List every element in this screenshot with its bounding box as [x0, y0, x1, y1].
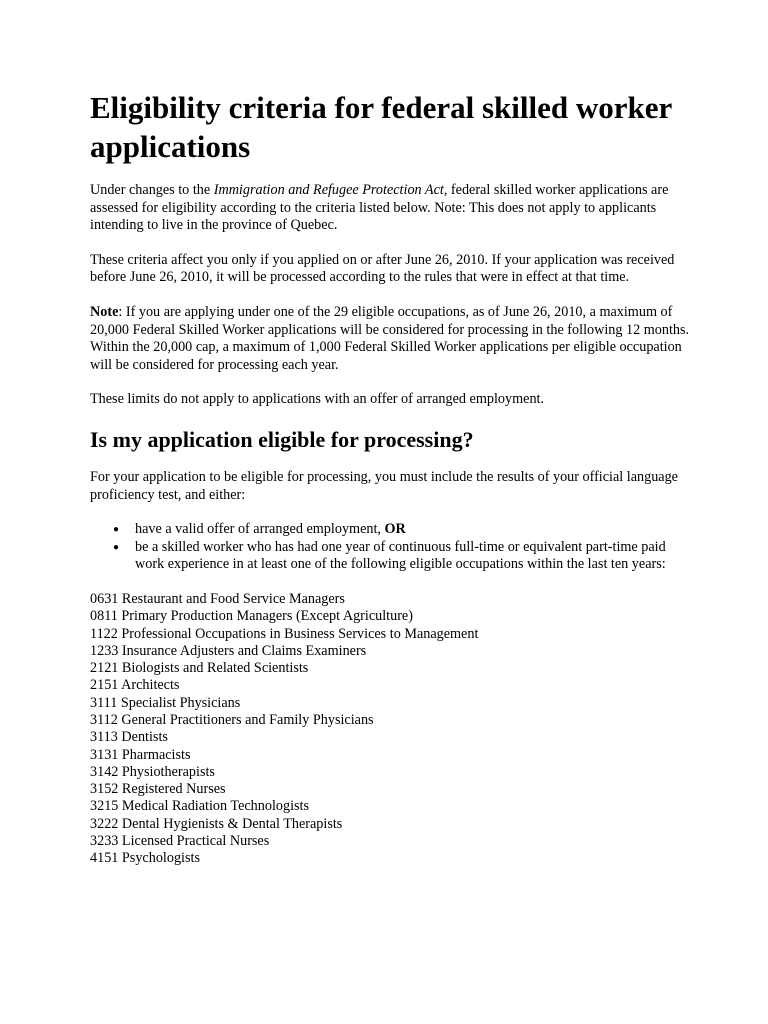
occupation-code: 0631: [90, 590, 119, 607]
occupation-row: [90, 764, 690, 781]
note-label: Note: [90, 303, 119, 320]
occupation-code: 3152: [90, 781, 119, 798]
occupation-row: [90, 798, 690, 815]
list-item-bold: OR: [384, 521, 406, 538]
note-text: : If you are applying under one of the 29 eligible occupations, as of June 26, 2010, a maximum of 20,000 Federal Skilled Worker applications will be considered for processing in the following 12 months. Within the 20,000 cap, a maximum of 1,000 Federal Skilled Worker applications per eligible occupation will be considered for processing each year.: [90, 303, 690, 373]
occupation-code: 3113: [90, 729, 118, 746]
occupation-name: Psychologists: [121, 850, 200, 867]
occupation-row: [90, 747, 690, 764]
occupation-code: 3111: [90, 694, 118, 711]
criteria-paragraph: These criteria affect you only if you applied on or after June 26, 2010. If your application was received before June 26, 2010, it will be processed according to the rules that were in effect at that time.: [90, 251, 675, 286]
occupation-name: Insurance Adjusters and Claims Examiners: [121, 642, 367, 659]
occupation-name: Primary Production Managers (Except Agriculture): [121, 608, 413, 625]
intro-text-after: , federal skilled worker applications are assessed for eligibility according to the criteria listed below. Note: This does not apply to applicants intending to live in the province of Quebec.: [90, 182, 669, 234]
occupation-code: 3233: [90, 833, 119, 850]
occupation-name: Registered Nurses: [121, 781, 226, 798]
occupation-name: Biologists and Related Scientists: [121, 660, 309, 677]
occupation-list: [90, 591, 690, 868]
occupation-row: [90, 833, 690, 850]
occupation-row: [90, 591, 690, 608]
act-name: Immigration and Refugee Protection Act: [213, 182, 444, 198]
occupation-code: 3112: [90, 711, 118, 728]
list-item: [113, 538, 690, 574]
occupation-code: 2151: [90, 677, 119, 694]
eligibility-intro: For your application to be eligible for processing, you must include the results of your official language proficiency test, and either:: [90, 468, 678, 503]
occupation-row: [90, 660, 690, 677]
occupation-name: Specialist Physicians: [120, 694, 241, 711]
list-item-text: be a skilled worker who has had one year of continuous full-time or equivalent part-time paid work experience in at least one of the following eligible occupations within the last ten years:: [135, 538, 666, 573]
occupation-code: 1233: [90, 642, 119, 659]
occupation-row: [90, 695, 690, 712]
occupation-code: 1122: [90, 625, 118, 642]
occupation-name: Medical Radiation Technologists: [121, 798, 310, 815]
occupation-row: [90, 677, 690, 694]
occupation-code: 2121: [90, 660, 119, 677]
intro-text-before: Under changes to the: [90, 182, 214, 198]
occupation-name: Pharmacists: [121, 746, 191, 763]
occupation-row: [90, 850, 690, 867]
intro-paragraph: [90, 182, 690, 235]
page-title: Eligibility criteria for federal skilled worker applications: [90, 90, 672, 164]
occupation-row: [90, 781, 690, 798]
occupation-row: [90, 729, 690, 746]
list-item-text: have a valid offer of arranged employment,: [135, 521, 385, 538]
occupation-code: 3222: [90, 815, 119, 832]
occupation-row: [90, 608, 690, 625]
occupation-row: [90, 626, 690, 643]
occupation-code: 4151: [90, 850, 119, 867]
occupation-code: 0811: [90, 608, 118, 625]
document-page: [90, 88, 690, 868]
bullet-icon: ●: [113, 541, 120, 553]
occupation-name: General Practitioners and Family Physicians: [121, 711, 374, 728]
occupation-name: Dental Hygienists & Dental Therapists: [121, 815, 343, 832]
occupation-code: 3131: [90, 746, 119, 763]
occupation-code: 3142: [90, 763, 119, 780]
occupation-name: Licensed Practical Nurses: [121, 833, 270, 850]
section-heading: Is my application eligible for processing?: [90, 426, 474, 452]
occupation-name: Restaurant and Food Service Managers: [121, 590, 345, 607]
occupation-row: [90, 712, 690, 729]
bullet-icon: ●: [113, 524, 120, 536]
list-item: [113, 521, 690, 539]
occupation-row: [90, 643, 690, 660]
limits-paragraph: These limits do not apply to applications with an offer of arranged employment.: [90, 391, 545, 408]
occupation-name: Physiotherapists: [121, 763, 215, 780]
occupation-code: 3215: [90, 798, 119, 815]
eligibility-list: [90, 521, 690, 574]
occupation-name: Dentists: [121, 729, 168, 746]
occupation-name: Professional Occupations in Business Services to Management: [121, 625, 479, 642]
occupation-name: Architects: [121, 677, 180, 694]
occupation-row: [90, 816, 690, 833]
note-paragraph: [90, 304, 690, 374]
